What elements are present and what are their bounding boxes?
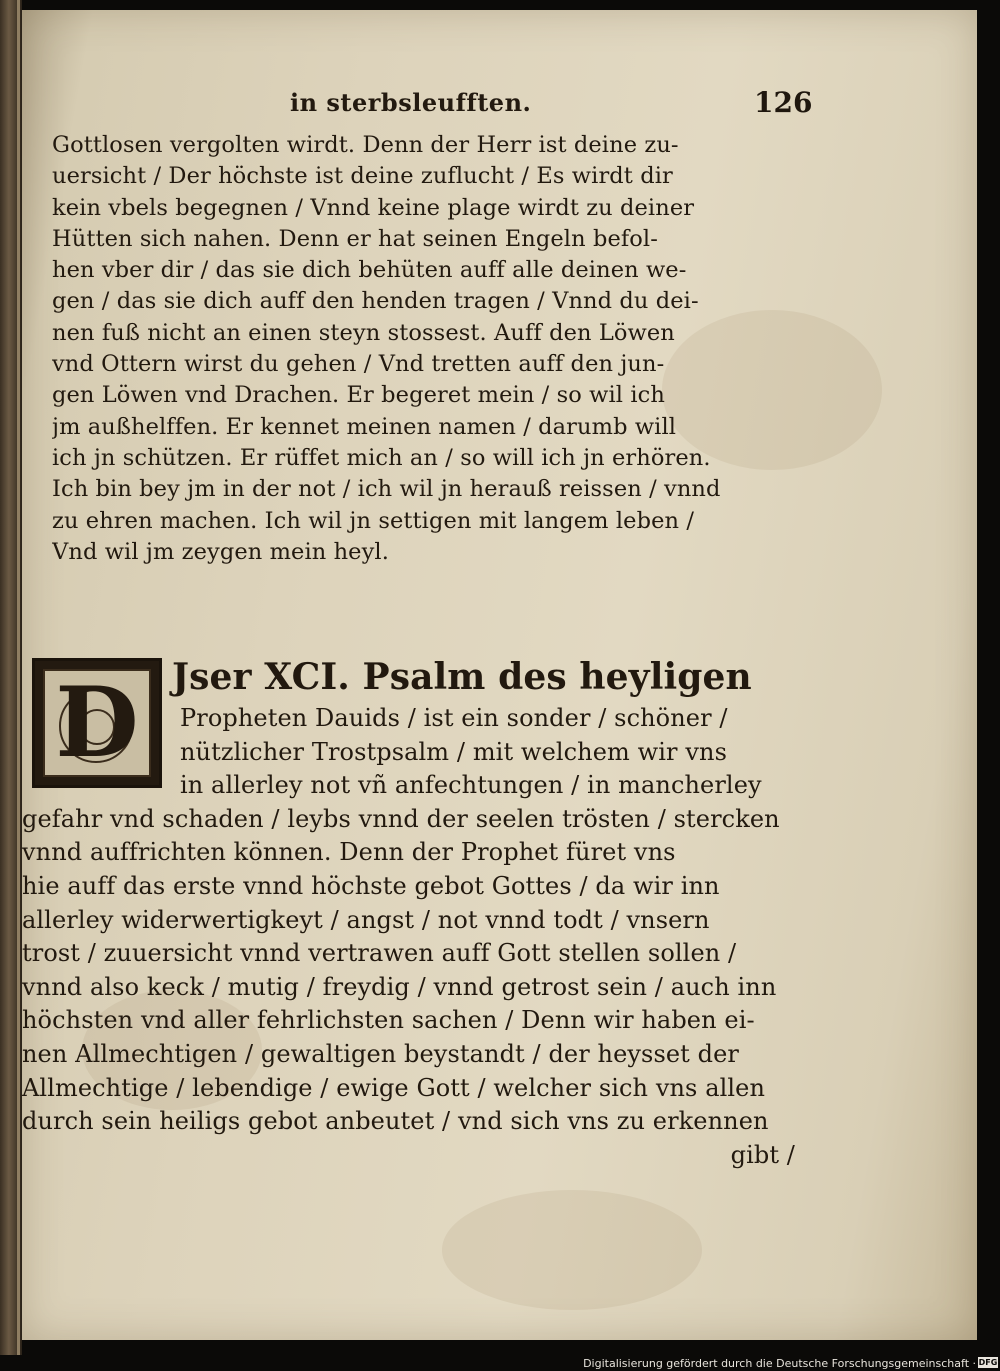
- text-line: Gottlosen vergolten wirdt. Denn der Herr ist deine zu-: [52, 132, 679, 158]
- text-line: kein vbels begegnen / Vnnd keine plage wirdt zu deiner: [52, 194, 695, 221]
- paper-stain: [442, 1190, 702, 1310]
- text-block-commentary: [22, 652, 797, 1172]
- funding-credit: Digitalisierung gefördert durch die Deutsche Forschungsgemeinschaft ·: [583, 1357, 976, 1370]
- text-line: zu ehren machen. Ich wil jn settigen mit langem leben /: [52, 507, 695, 534]
- running-head: in sterbsleufften.: [290, 88, 532, 117]
- initial-letter: D: [55, 666, 139, 779]
- text-line: vnnd auffrichten können. Denn der Prophet füret vns: [22, 838, 676, 867]
- text-line: allerley widerwertigkeyt / angst / not vnnd todt / vnsern: [22, 905, 710, 934]
- text-line: vnd Ottern wirst du gehen / Vnd tretten auff den jun-: [52, 351, 665, 378]
- book-page: [22, 10, 977, 1340]
- text-line: Allmechtige / lebendige / ewige Gott / welcher sich vns allen: [22, 1073, 766, 1102]
- text-line: gefahr vnd schaden / leybs vnnd der seelen trösten / stercken: [22, 804, 780, 833]
- text-line: jm außhelffen. Er kennet meinen namen / darumb will: [52, 413, 677, 440]
- text-line: uersicht / Der höchste ist deine zuflucht / Es wirdt dir: [52, 163, 673, 190]
- text-line: ich jn schützen. Er rüffet mich an / so will ich jn erhören.: [52, 444, 711, 471]
- text-line: hen vber dir / das sie dich behüten auff alle deinen we-: [52, 257, 687, 284]
- section-heading: Jser XCI. Psalm des heyligen: [172, 656, 752, 698]
- text-line: höchsten vnd aller fehrlichsten sachen / Denn wir haben ei-: [22, 1006, 755, 1035]
- text-line: Ich bin bey jm in der not / ich wil jn herauß reissen / vnnd: [52, 476, 721, 503]
- text-block-psalm-end: [52, 130, 792, 568]
- text-line: vnnd also keck / mutig / freydig / vnnd getrost sein / auch inn: [22, 972, 777, 1001]
- text-line: nen Allmechtigen / gewaltigen beystandt / der heysset der: [22, 1039, 739, 1068]
- catchword: gibt /: [730, 1140, 795, 1169]
- text-line: gen / das sie dich auff den henden tragen / Vnnd du dei-: [52, 288, 699, 315]
- text-line: Vnd wil jm zeygen mein heyl.: [52, 538, 389, 565]
- text-line: nen fuß nicht an einen steyn stossest. Auff den Löwen: [52, 319, 675, 346]
- page-number: 126: [754, 86, 813, 119]
- dfg-logo: DFG: [978, 1358, 998, 1367]
- book-spine-edge: [0, 0, 22, 1355]
- text-line: nützlicher Trostpsalm / mit welchem wir vns: [180, 737, 727, 766]
- text-line: Propheten Dauids / ist ein sonder / schöner /: [180, 704, 728, 732]
- text-line: in allerley not vñ anfechtungen / in mancherley: [180, 771, 762, 800]
- text-line: durch sein heiligs gebot anbeutet / vnd sich vns zu erkennen: [22, 1107, 769, 1136]
- text-line: trost / zuuersicht vnnd vertrawen auff Gott stellen sollen /: [22, 939, 737, 968]
- text-line: hie auff das erste vnnd höchste gebot Gottes / da wir inn: [22, 871, 720, 900]
- text-line: Hütten sich nahen. Denn er hat seinen Engeln befol-: [52, 225, 658, 252]
- text-line: gen Löwen vnd Drachen. Er begeret mein / so wil ich: [52, 382, 665, 409]
- page-header: [22, 88, 977, 128]
